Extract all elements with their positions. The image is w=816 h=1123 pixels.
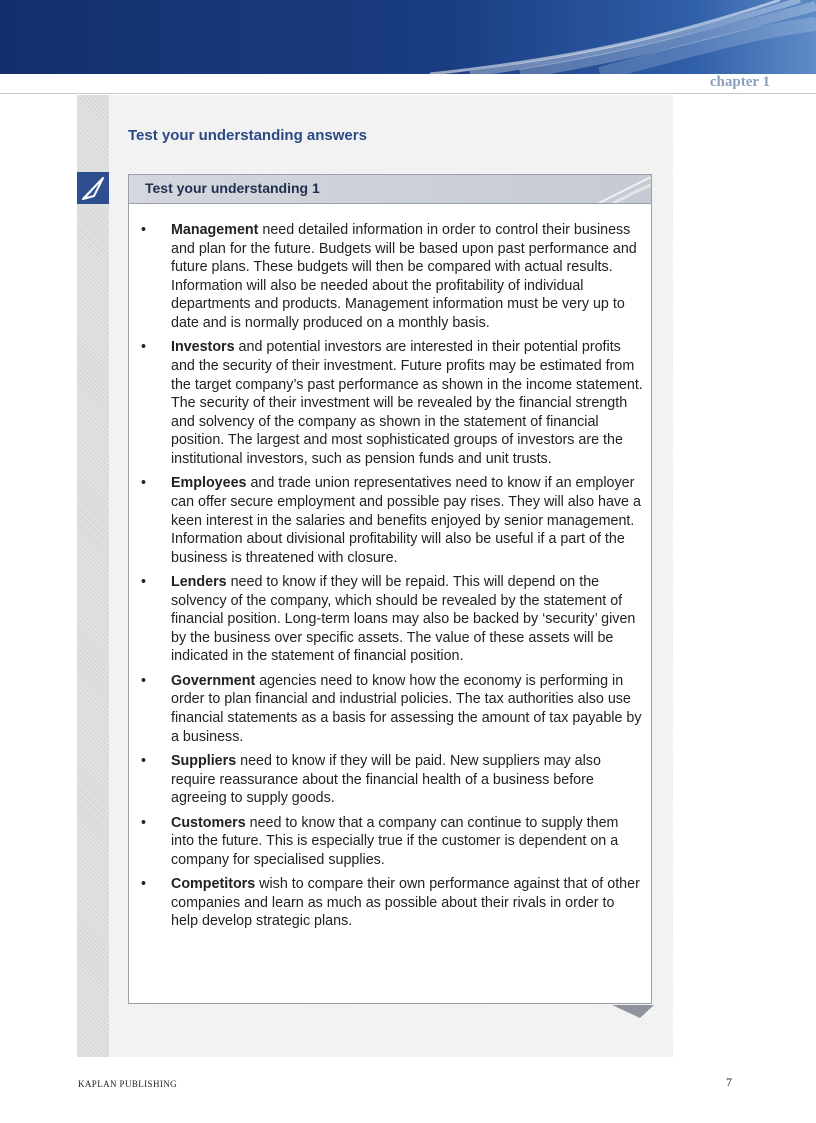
section-title: Test your understanding answers — [128, 127, 367, 144]
list-item-text: wish to compare their own performance against that of other companies and learn as much as possible about their rivals in order to help develop strategic plans. — [171, 876, 640, 930]
list-item-term: Customers — [171, 814, 246, 831]
list-item-term: Competitors — [171, 876, 256, 893]
banner-swoosh-graphic — [0, 0, 816, 74]
bullet-icon: • — [141, 814, 147, 831]
list-item — [141, 221, 643, 333]
list-item — [141, 338, 643, 468]
list-item-text: and potential investors are interested in their potential profits and the security of their investment. Future profits may be estimated from the target company’s past performance as shown in the income statement. The security of their investment will be revealed by the financial strength and solvency of the company as shown in the statement of financial position. The largest and most sophisticated groups of investors are the institutional investors, such as pension funds and unit trusts. — [171, 339, 643, 467]
list-item-text: need to know that a company can continue to supply them into the future. This is especially true if the customer is dependent on a company for specialised supplies. — [171, 814, 619, 868]
header-swoosh-graphic — [591, 175, 651, 203]
tyu-list — [129, 204, 651, 931]
bullet-icon: • — [141, 574, 147, 591]
list-item-text: need to know if they will be paid. New suppliers may also require reassurance about the financial health of a business before agreeing to supply goods. — [171, 753, 601, 807]
chapter-label: chapter 1 — [709, 74, 770, 90]
bullet-icon: • — [141, 339, 147, 356]
list-item-term: Lenders — [171, 574, 227, 591]
side-strip — [77, 95, 109, 1057]
publisher-footer: KAPLAN PUBLISHING — [78, 1079, 178, 1089]
list-item-text: need detailed information in order to control their business and plan for the future. Budgets will be based upon past performance and future plans. These budgets will then be compared with actual results. Information will also be needed about the profitability of individual departments and products. Management information must be very up to date and is normally produced on a monthly basis. — [171, 222, 637, 331]
bullet-icon: • — [141, 672, 147, 689]
list-item — [141, 672, 643, 746]
list-item-text: agencies need to know how the economy is performing in order to plan financial and industrial policies. The tax authorities also use financial statements as a basis for assessing the amount of tax payable by a business. — [171, 672, 642, 745]
list-item — [141, 814, 643, 870]
tyu-box — [128, 174, 652, 1004]
list-item-term: Management — [171, 222, 259, 238]
bullet-icon: • — [141, 753, 147, 770]
bullet-icon: • — [141, 475, 147, 492]
tyu-box-header — [129, 175, 651, 204]
box-corner-tab — [612, 1005, 654, 1019]
list-item-term: Suppliers — [171, 753, 237, 770]
page-number: 7 — [726, 1075, 732, 1089]
list-item-term: Government — [171, 672, 256, 689]
bullet-icon: • — [141, 876, 147, 893]
list-item — [141, 474, 643, 567]
header-rule — [0, 93, 816, 94]
bullet-icon: • — [141, 222, 147, 238]
list-item-text: and trade union representatives need to know if an employer can offer secure employment and possible pay rises. They will also have a keen interest in the salaries and benefits enjoyed by senior management. Information about divisional profitability will also be useful if a part of the business is threatened with closure. — [171, 475, 641, 566]
list-item-text: need to know if they will be repaid. This will depend on the solvency of the company, which should be revealed by the statement of financial position. Long-term loans may also be backed by ‘security’ given by the business over specific assets. The value of these assets will be indicated in the statement of financial position. — [171, 574, 636, 665]
list-item — [141, 752, 643, 808]
list-item — [141, 875, 643, 931]
list-item-term: Investors — [171, 339, 235, 356]
list-item-term: Employees — [171, 475, 247, 492]
list-item — [141, 573, 643, 666]
tyu-icon — [77, 172, 109, 204]
header-banner — [0, 0, 816, 74]
tyu-title: Test your understanding 1 — [145, 180, 320, 196]
